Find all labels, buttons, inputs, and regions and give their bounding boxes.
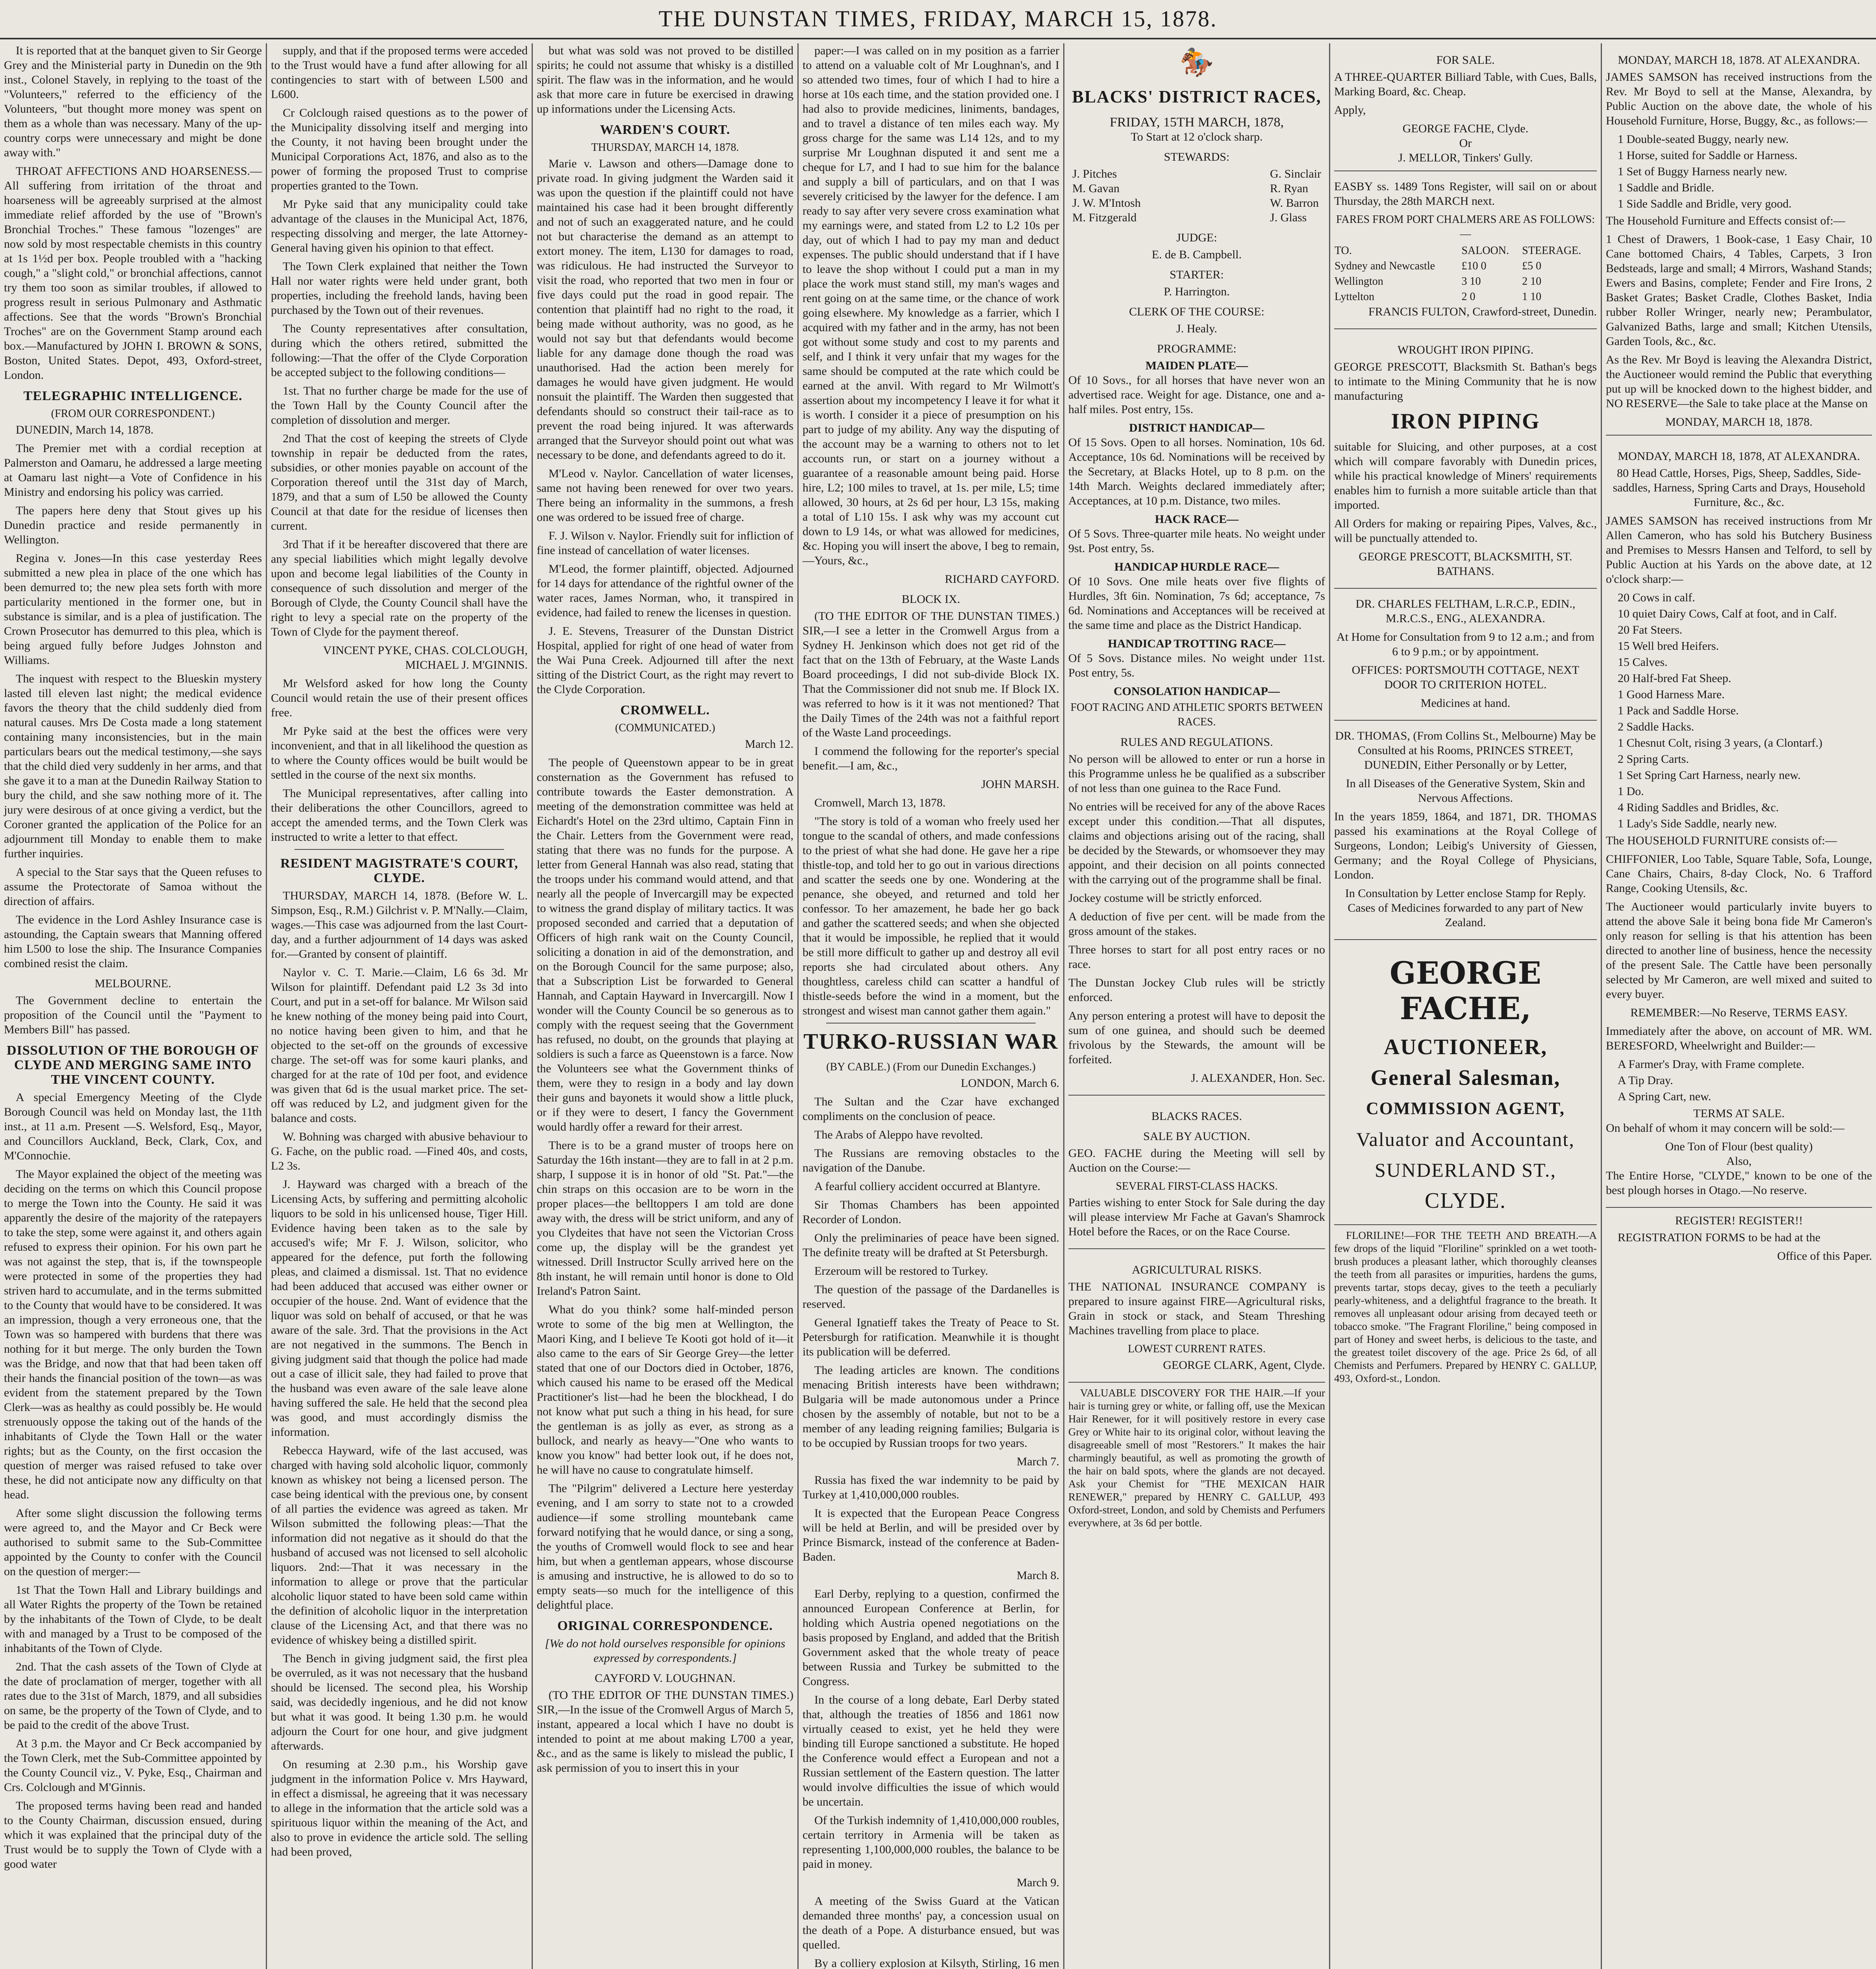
list-item: 2 Spring Carts. <box>1618 753 1689 766</box>
paragraph: The Mayor explained the object of the meeting was deciding on the terms on which this Council propose to merge the Town into the County. He said it was apparently the desire of the majority of the ratepayers to take the step, some were against it, and others again refused to express their opinion. For his own part he was not against the step, that is, if the townspeople were protected in some of the properties they had striven hard to accumulate, and in the terms submitted to the County that would have to be considered. It was an impression, though a very erroneous one, that the Town was so hampered with burdens that there was nothing for it but merge. The only burden the Town was the Bridge, and now that that had been taken off their hands the financial position of the town—as was evident from the statement prepared by the Town Clerk—was as healthy as could possibly be. He would strenuously oppose the taking out of the hands of the inhabitants of Clyde the Town Hall or the water rights; but as the County, on the first occasion the question of merger was raised refused to take over these, he did not anticipate now any difficulty on that head. <box>4 1168 262 1501</box>
starter-heading: STARTER: <box>1170 268 1224 281</box>
table-cell: 1 10 <box>1522 291 1542 303</box>
section-heading: CAYFORD V. LOUGHNAN. <box>595 1672 736 1685</box>
dateline: March 12. <box>745 738 793 751</box>
advert-text: The Entire Horse, "CLYDE," known to be one of the best plough horses in Otago.—No reserve. <box>1606 1169 1872 1197</box>
list-item: 20 Cows in calf. <box>1618 591 1695 604</box>
table-cell: Sydney and Newcastle <box>1335 260 1435 272</box>
advert-text: 80 Head Cattle, Horses, Pigs, Sheep, Saddles, Side-saddles, Harness, Spring Carts and Drays, Household Furniture, &c., &c. <box>1613 467 1865 509</box>
advert-text: REMEMBER:—No Reserve, TERMS EASY. <box>1630 1006 1848 1019</box>
signature: RICHARD CAYFORD. <box>945 573 1059 586</box>
list-item: A Farmer's Dray, with Frame complete. <box>1618 1058 1805 1071</box>
steward: M. Fitzgerald <box>1072 211 1137 224</box>
advert-text: One Ton of Flour (best quality) <box>1665 1140 1813 1153</box>
steward: G. Sinclair <box>1270 167 1321 180</box>
race-details: Of 5 Sovs. Distance miles. No weight under 11st. Post entry, 5s. <box>1068 652 1325 679</box>
auction-advert <box>1068 1099 1325 1249</box>
dateline: March 9. <box>1016 1876 1059 1889</box>
section-heading: TELEGRAPHIC INTELLIGENCE. <box>23 389 243 403</box>
paragraph: There is to be a grand muster of troops here on Saturday the 16th instant—they are to fall in at 2 p.m. sharp, I suppose it is in honor of old "St. Pat."—the chin straps on this occasion are to be worn in the proper places—the belltoppers I am told are done away with, the dress will be strict uniform, and any of you Clydeites that have not seen the Victorian Cross come up, the display will be the grandest yet witnessed. Drill Instructor Scully arrived here on the 8th instant, he will remain until honor is done to Old Ireland's Patron Saint. <box>537 1139 793 1298</box>
advert-text: GEORGE PRESCOTT, Blacksmith St. Bathan's begs to intimate to the Mining Community that he is now manufacturing <box>1334 360 1597 402</box>
advert-date: FRIDAY, 15TH MARCH, 1878, <box>1109 115 1284 130</box>
column-7 <box>1602 43 1876 1969</box>
shipping-advert <box>1334 175 1597 329</box>
column-1 <box>0 43 266 1969</box>
advert-text: THE NATIONAL INSURANCE COMPANY is prepared to insure against FIRE—Agricultural risks, Grain in stock or stack, and Steam Threshing Machines travelling from place to place. <box>1068 1280 1325 1337</box>
advert-text: OFFICES: PORTSMOUTH COTTAGE, NEXT DOOR TO CRITERION HOTEL. <box>1351 664 1579 691</box>
judge: E. de B. Campbell. <box>1151 248 1242 261</box>
divider <box>295 849 504 850</box>
list-item: 1 Side Saddle and Bridle, very good. <box>1618 197 1792 210</box>
advert-start: To Start at 12 o'clock sharp. <box>1131 130 1263 143</box>
advert-text: JAMES SAMSON has received instructions from Mr Allen Cameron, who has sold his Butchery Business and Premises to Messrs Hansen and Telford, to sell by Public Auction at his Yards on the above date, at 12 o'clock sharp:— <box>1606 514 1872 586</box>
paragraph: A special Emergency Meeting of the Clyde Borough Council was held on Monday last, the 11th inst., at 11 a.m. Present —S. Welsford, Esq., Mayor, and Councillors Auckland, Beck, Clark, Cox, and M'Connochie. <box>4 1091 262 1162</box>
table-cell: £10 0 <box>1461 260 1487 272</box>
steward: J. W. M'Intosh <box>1072 197 1141 210</box>
clerk-heading: CLERK OF THE COURSE: <box>1129 305 1264 318</box>
paragraph: The Government decline to entertain the proposition of the Council until the "Payment to Members Bill" has passed. <box>4 994 262 1036</box>
paragraph: Sir Thomas Chambers has been appointed Recorder of London. <box>803 1198 1059 1226</box>
list-item: 1 Saddle and Bridle. <box>1618 181 1714 194</box>
advert-title: FOR SALE. <box>1436 54 1495 67</box>
advert-text: All Orders for making or repairing Pipes, Valves, &c., will be punctually attended to. <box>1334 517 1597 545</box>
paragraph: paper:—I was called on in my position as a farrier to attend on a valuable colt of Mr Loughnan's, and I so attended two times, four of which I had to hire a horse at 10s each time, and the station provided one. I had also to provide medicines, liniments, bandages, and to travel a distance of ten miles each way. My gross charge for the same was L14 12s, and to my surprise Mr Loughnan disputed it and sent me a cheque for L7, and I had to sue him for the balance and supply a bill of particulars, and on that I was severely criticised by the lawyer for the defence. I am ready to say after very severe cross examination what my earnings were, and stated from L2 to L2 10s per day, out of which I had to pay my man and deduct expenses. The public should understand that if I have to leave the shop without I could put a man in my place the work must stand still, my man's wages and rent going on at the same time, or the chance of work going elsewhere. My knowledge as a farrier, which I acquired with my father and in the army, has not been got without some study and cost to my parents and self, and I think it very unfair that my wages for the same should be computed at the rate which could be earned at the anvil. With regard to Mr Wilmott's assertion about my incompetency I leave it for what it is worth. I consider it a piece of presumption on his part to judge of my ability. Any way the disputing of the account may be a warning to others not to let accounts run, or start on a journey without a guarantee of a reasonable amount being paid. Horse hire, L2; 100 miles to travel, at 1s. per mile, L5; time allowed, 30 hours, at 2s 6d per hour, L3 15s, making a total of L10 15s. I ask why was my account cut down to L9 14s, or what was allowed for medicines, &c. Hoping you will insert the above, I beg to remain, —Yours, &c., <box>803 44 1059 567</box>
race-details: Of 5 Sovs. Three-quarter mile heats. No weight under 9st. Post entry, 5s. <box>1068 527 1325 555</box>
steward: W. Barron <box>1270 197 1319 210</box>
advert-line: SUNDERLAND ST., <box>1374 1159 1557 1181</box>
billiard-advert <box>1334 43 1597 171</box>
paragraph: The proposed terms having been read and handed to the County Chairman, discussion ensued, during which it was explained that the principal duty of the Trust would be to supply the Town of Clyde with a good water <box>4 1799 262 1871</box>
rule: No person will be allowed to enter or run a horse in this Programme unless he be qualified as a subscriber of not less than one guinea to the Race Fund. <box>1068 753 1325 795</box>
paragraph: Erzeroum will be restored to Turkey. <box>814 1264 988 1277</box>
table-cell: SALOON. <box>1461 245 1509 257</box>
paragraph: J. Hayward was charged with a breach of the Licensing Acts, by suffering and permitting alcoholic liquors to be sold in his unlicensed house, Tiger Hill. Evidence having been taken as to the sale by accused's wife; Mr F. J. Wilson, solicitor, who appeared for the defence, put forth the following pleas, and claimed a dismissal. 1st. That no evidence had been adduced that accused was either owner or occupier of the house. 2nd. Want of evidence that the liquor was sold on behalf of accused, or that he was aware of the sale. 3rd. That the provisions in the Act are not negatived in the summons. The Bench in giving judgment said that though the police had made out a case of illicit sale, they had failed to prove that the husband was even aware of the sale leave alone having suffered the sale. He held that the second plea was good, and must accordingly dismiss the information. <box>271 1178 528 1439</box>
paragraph: It is reported that at the banquet given to Sir George Grey and the Ministerial party in Dunedin on the 9th inst., Colonel Stavely, in replying to the toast of the "Volunteers," referred to the efficiency of the Volunteers, "but thought more money was spent on them as a whole than was necessary. Many of the up-country corps were unnecessary and might be done away with." <box>4 44 262 159</box>
fares-table <box>1334 243 1597 304</box>
race-details: Of 10 Sovs. One mile heats over five flights of Hurdles, 3ft 6in. Nomination, 7s 6d; acceptance, 7s 6d. Nominations and Acceptances will be received at the same time and place as the District Handicap. <box>1068 575 1325 632</box>
list-item: 20 Fat Steers. <box>1618 623 1683 636</box>
signature: FRANCIS FULTON, Crawford-street, Dunedin. <box>1368 305 1597 318</box>
paragraph: but what was sold was not proved to be distilled spirits; he could not assume that whisky is a distilled spirit. The flaw was in the information, and he would ask that more care in future be exercised in drawing up informations under the Licensing Acts. <box>537 44 793 115</box>
foot-racing: FOOT RACING AND ATHLETIC SPORTS BETWEEN RACES. <box>1070 701 1323 728</box>
advert-text: In all Diseases of the Generative System, Skin and Nervous Affections. <box>1346 777 1585 805</box>
table-cell: Lyttelton <box>1335 291 1375 303</box>
paragraph: Only the preliminaries of peace have been signed. The definite treaty will be drafted at St Petersburgh. <box>803 1231 1059 1259</box>
stewards-heading: STEWARDS: <box>1164 150 1230 163</box>
dateline: March 8. <box>1016 1569 1059 1582</box>
list-item: 10 quiet Dairy Cows, Calf at foot, and in Calf. <box>1618 607 1837 620</box>
paragraph: Mr Welsford asked for how long the County Council would retain the use of their present offices free. <box>271 677 528 719</box>
column-5 <box>1064 43 1329 1969</box>
paragraph: W. Bohning was charged with abusive behaviour to G. Fache, on the public road. —Fined 40s, and costs, L2 3s. <box>271 1130 528 1172</box>
advert-contact: J. MELLOR, Tinkers' Gully. <box>1398 151 1533 164</box>
paragraph: The evidence in the Lord Ashley Insurance case is astounding, the Captain swears that Manning offered him L500 to lose the ship. The Insurance Companies combined resist the claim. <box>4 913 262 970</box>
section-heading: WARDEN'S COURT. <box>600 122 730 137</box>
item-list <box>1618 590 1872 831</box>
paragraph: (TO THE EDITOR OF THE DUNSTAN TIMES.) SIR,—In the issue of the Cromwell Argus of March 5, instant, appeared a local which I have no doubt is intended to point at me about making L700 a year, &c., and as the same is likely to mislead the public, I ask permission of you to insert this in your <box>537 1689 793 1774</box>
section-heading: RESIDENT MAGISTRATE'S COURT, CLYDE. <box>280 856 518 885</box>
section-heading: TURKO-RUSSIAN WAR <box>803 1029 1058 1054</box>
advert-title: MONDAY, MARCH 18, 1878. AT ALEXANDRA. <box>1618 54 1860 67</box>
paragraph: 2nd That the cost of keeping the streets of Clyde township in repair be deducted from the rates, subsidies, or other monies payable on account of the Corporation thereof until the 31st day of March, 1879, and that a sum of L50 be allowed the County Council at that date for the residue of licenses then current. <box>271 432 528 532</box>
paragraph: I commend the following for the reporter's special benefit.—I am, &c., <box>803 745 1059 772</box>
advert-text: suitable for Sluicing, and other purposes, at a cost which will compare favorably with Dunedin prices, while his practical knowledge of Miners' requirements enables him to furnish a more suitable article than that imported. <box>1334 440 1597 512</box>
advert-title: MONDAY, MARCH 18, 1878, AT ALEXANDRA. <box>1618 450 1860 463</box>
doctor-advert <box>1334 725 1597 940</box>
advert-title: DR. CHARLES FELTHAM, L.R.C.P., EDIN., M.R.C.S., ENG., ALEXANDRA. <box>1355 597 1576 625</box>
advert-text: EASBY ss. 1489 Tons Register, will sail on or about Thursday, the 28th MARCH next. <box>1334 180 1597 208</box>
signature: GEORGE PRESCOTT, BLACKSMITH, ST. BATHANS. <box>1359 550 1572 578</box>
section-heading: ORIGINAL CORRESPONDENCE. <box>557 1619 773 1633</box>
paragraph: The "Pilgrim" delivered a Lecture here yesterday evening, and I am sorry to state not to a crowded audience—if some strolling mountebank came forward notifying that he would dance, or sing a song, the youths of Cromwell would flock to see and hear him, but when a gentleman appears, whose discourse is amusing and instructive, he is allowed to do so to empty seats—so much for the intelligence of this delightful place. <box>537 1482 793 1611</box>
column-2 <box>267 43 532 1969</box>
paragraph: (TO THE EDITOR OF THE DUNSTAN TIMES.) SIR,—I see a letter in the Cromwell Argus from a Sydney H. Jenkinson which does not get rid of the fact that on the 13th of February, at the Waste Lands Board proceedings, I did not sub-divide Block IX. That the Commissioner did not snub me. If Block IX. was referred to how is it it was not mentioned? That the Daily Times of the 24th was not a faithful report of the Waste Land proceedings. <box>803 610 1059 739</box>
paragraph: Mr Pyke said that any municipality could take advantage of the clauses in the Municipal Act, 1876, respecting dissolving and merger, the late Attorney-General having given his opinion to that effect. <box>271 198 528 254</box>
list-item: 1 Double-seated Buggy, nearly new. <box>1618 133 1789 146</box>
advert-text: At Home for Consultation from 9 to 12 a.m.; and from 6 to 9 p.m.; or by appointment. <box>1337 630 1594 658</box>
list-item: A Spring Cart, new. <box>1618 1090 1711 1103</box>
steward: R. Ryan <box>1270 182 1309 195</box>
paragraph: 1st That the Town Hall and Library buildings and all Water Rights the property of the Town be retained by the inhabitants of the Town of Clyde, to be dealt with and managed by a Trust to be composed of the inhabitants of the Town of Clyde. <box>4 1583 262 1655</box>
auctioneer-advert <box>1334 944 1597 1225</box>
paragraph: It is expected that the European Peace Congress will be held at Berlin, and will be presided over by Prince Bismarck, instead of the conference at Baden-Baden. <box>803 1507 1059 1563</box>
paragraph: 1st. That no further charge be made for the use of the Town Hall by the County Council after the completion of dissolution and merger. <box>271 384 528 426</box>
paragraph: In the course of a long debate, Earl Derby stated that, although the treaties of 1856 and 1861 now virtually ceased to exist, yet he held they were binding till Europe sanctioned a substitute. He hoped the Conference would effect a European and not a Russian settlement of the Eastern question. The latter would involve difficulties the issue of which would be uncertain. <box>803 1693 1059 1808</box>
paragraph: THROAT AFFECTIONS AND HOARSENESS.—All suffering from irritation of the throat and hoarseness will be agreeably surprised at the almost immediate relief afforded by the use of "Brown's Bronchial Troches." These famous "lozenges" are now sold by most respectable chemists in this country at 1s 1½d per box. People troubled with a "hacking cough," a "slight cold," or bronchial affections, cannot try them too soon as similar troubles, if allowed to progress result in serious Pulmonary and Asthmatic affections. See that the words "Brown's Bronchial Troches" are on the Government Stamp around each box.—Manufactured by JOHN I. BROWN & SONS, Boston, United States. Depot, 493, Oxford-street, London. <box>4 165 262 382</box>
paragraph: A special to the Star says that the Queen refuses to assume the Protectorate of Samoa without the direction of affairs. <box>4 866 262 908</box>
steward: J. Pitches <box>1072 167 1117 180</box>
paragraph: J. E. Stevens, Treasurer of the Dunstan District Hospital, applied for right of one head of water from the Wai Puna Creek. Adjourned till after the next sitting of the District Court, as the right may revert to the Clyde Corporation. <box>537 625 793 696</box>
section-heading: DISSOLUTION OF THE BOROUGH OF CLYDE AND MERGING SAME INTO THE VINCENT COUNTY. <box>6 1043 260 1087</box>
paragraph: The Premier met with a cordial reception at Palmerston and Oamaru, he addressed a large meeting at Oamaru last night—a Vote of Confidence in his Ministry and endorsing his policy was carried. <box>4 442 262 499</box>
paragraph: M'Leod v. Naylor. Cancellation of water licenses, same not having been renewed for over two years. There being an informality in the summons, a fresh one was ordered to be issued free of charge. <box>537 467 793 524</box>
list-item: 1 Do. <box>1618 785 1644 798</box>
paragraph: The papers here deny that Stout gives up his Dunedin practice and reside permanently in Wellington. <box>4 504 262 546</box>
dateline: THURSDAY, MARCH 14, 1878. <box>591 141 739 154</box>
paragraph: supply, and that if the proposed terms were acceded to the Trust would have a fund after allowing for all contingencies to start with of between L500 and L600. <box>271 44 528 101</box>
signature: JOHN MARSH. <box>981 778 1059 791</box>
race-title: HANDICAP HURDLE RACE— <box>1114 560 1279 573</box>
advert-text: Or <box>1459 137 1472 150</box>
advert-contact: GEORGE FACHE, Clyde. <box>1402 122 1529 135</box>
list-item: 1 Chesnut Colt, rising 3 years, (a Clontarf.) <box>1618 736 1822 749</box>
dateline: March 7. <box>1016 1455 1059 1468</box>
paragraph: By a colliery explosion at Kilsyth, Stirling, 16 men <box>814 1957 1059 1969</box>
race-title: DISTRICT HANDICAP— <box>1129 421 1264 434</box>
rule: Any person entering a protest will have to deposit the sum of one guinea, and should such be deemed frivolous by the Stewards, the amount will be forfeited. <box>1068 1009 1325 1066</box>
advert-text: The HOUSEHOLD FURNITURE consists of:— <box>1606 834 1837 847</box>
race-details: Of 15 Sovs. Open to all horses. Nomination, 10s 6d. Acceptance, 10s 6d. Nominations will be received by the Secretary, at Blacks Hotel, up to 8 p.m. on the 14th March. Weights declared immediately after; Acceptances, at 10 p.m. Distance, two miles. <box>1068 436 1325 507</box>
list-item: 15 Well bred Heifers. <box>1618 640 1719 653</box>
signature: J. ALEXANDER, Hon. Sec. <box>1191 1072 1325 1085</box>
paragraph: Mr Pyke said at the best the offices were very inconvenient, and that in all likelihood the question as to where the County offices would be built would be settled in the course of the next six months. <box>271 725 528 781</box>
list-item: 2 Saddle Hacks. <box>1618 720 1694 733</box>
advert-text: JAMES SAMSON has received instructions from the Rev. Mr Boyd to sell at the Manse, Alexandra, by Public Auction on the above date, the whole of his Household Furniture, Horse, Buggy, &c., as follows:— <box>1606 70 1872 127</box>
paragraph: 3rd That if it be hereafter discovered that there are any special liabilities which might legally devolve upon and become legal liabilities of the County in consequence of such dissolution and merger of the Borough of Clyde, the County Council shall have the right to levy a special rate on the property of the Town of Clyde for the payment thereof. <box>271 538 528 638</box>
judge-heading: JUDGE: <box>1176 231 1217 244</box>
fares-heading: FARES FROM PORT CHALMERS ARE AS FOLLOWS:— <box>1336 213 1595 240</box>
table-cell: £5 0 <box>1522 260 1542 272</box>
advert-text: A THREE-QUARTER Billiard Table, with Cues, Balls, Marking Board, &c. Cheap. <box>1334 70 1597 98</box>
paragraph: The inquest with respect to the Blueskin mystery lasted till eleven last night; the medical evidence favors the theory that the child suddenly died from natural causes. Mrs De Costa made a long statement containing many inconsistencies, but in the main particulars bears out the medical testimony,—she says that the child died very suddenly in her arms, and that she gave it to a man at the Dunedin Railway Station to bury the child, and she saw nothing more of it. The jury were desirous of at once giving a verdict, but the Coroner granted the application of the Police for an adjournment till Monday to enable them to make further inquiries. <box>4 672 262 860</box>
disclaimer: [We do not hold ourselves responsible for opinions expressed by correspondents.] <box>545 1637 786 1665</box>
advert-text: As the Rev. Mr Boyd is leaving the Alexandra District, the Auctioneer would remind the Public that everything put up will be knocked down to the highest bidder, and NO RESERVE—the Sale to take place at the Manse on <box>1606 353 1872 410</box>
paragraph: "The story is told of a woman who freely used her tongue to the scandal of others, and made confessions to the priest of what she had done. He gave her a ripe thistle-top, and told her to go out in various directions and scatter the seeds one by one. Wondering at the penance, she obeyed, and returned and told her confessor. To her amazement, he bade her go back and gather the scattered seeds; and when she objected that it would be impossible, he replied that it would be still more difficult to gather up and destroy all evil reports she had circulated about others. Any thoughtless, careless child can scatter a handful of thistle-seeds before the wind in a moment, but the strongest and wisest man cannot gather them again." <box>803 815 1059 1017</box>
paragraph: The Town Clerk explained that neither the Town Hall nor water rights were held under grant, both properties, including the freehold lands, having been purchased by the Town out of their revenues. <box>271 260 528 317</box>
paragraph: The Arabs of Aleppo have revolted. <box>814 1128 983 1141</box>
advert-text: Medicines at hand. <box>1420 697 1511 710</box>
advert-line: General Salesman, <box>1370 1066 1561 1090</box>
rule: Three horses to start for all post entry races or no race. <box>1068 943 1325 971</box>
hair-advert: VALUABLE DISCOVERY FOR THE HAIR.—If your hair is turning grey or white, or falling off, use the Mexican Hair Renewer, for it will positively restore in every case Grey or White hair to its original color, without leaving the disagreeable smell of most "Restorers." It makes the hair charmingly beautiful, as well as promoting the growth of the hair on bald spots, where the glands are not decayed. Ask your Chemist for "THE MEXICAN HAIR RENEWER," prepared by HENRY C. GALLUP, 493 Oxford-street, London, and sold by Chemists and Perfumers everywhere, at 3s 6d per bottle. <box>1068 1387 1325 1529</box>
advert-line: COMMISSION AGENT, <box>1366 1099 1565 1118</box>
steward: J. Glass <box>1270 211 1307 224</box>
list-item: A Tip Dray. <box>1618 1074 1673 1087</box>
paragraph: Rebecca Hayward, wife of the last accused, was charged with having sold alcoholic liquor, commonly known as whiskey not being a licensed person. The case being identical with the previous one, by consent of all parties the evidence was agreed as taken. Mr Wilson submitted the following pleas:—That the information did not negative as it should do that the husband of accused was not licensed to sell alcoholic liquors. 2nd:—That it was necessary in the information to allege or prove that the particular alcoholic liquor stated to have been sold came within the definition of alcoholic liquor in the interpretation clause of the Licensing Act, and that there was no evidence of whiskey being a distilled spirit. <box>271 1444 528 1646</box>
insurance-advert <box>1068 1253 1325 1383</box>
advert-line: CLYDE. <box>1424 1188 1507 1213</box>
list-item: 1 Horse, suited for Saddle or Harness. <box>1618 149 1798 162</box>
masthead: THE DUNSTAN TIMES, FRIDAY, MARCH 15, 1878. <box>0 0 1876 39</box>
rule: The Dunstan Jockey Club rules will be strictly enforced. <box>1068 976 1325 1004</box>
advert-text: Parties wishing to enter Stock for Sale during the day will please interview Mr Fache at Gavan's Shamrock Hotel before the Races, or on the Race Course. <box>1068 1196 1325 1238</box>
advert-text: The Auctioneer would particularly invite buyers to attend the above Sale it being bona fide Mr Cameron's only reason for selling is that his attention has been directed to another line of business, hence the necessity of the present Sale. The Cattle have been personally selected by Mr Cameron, are well mixed and suited to every buyer. <box>1606 900 1872 1001</box>
table-cell: Wellington <box>1335 275 1383 287</box>
race-advert <box>1068 43 1325 1096</box>
race-details: Of 10 Sovs., for all horses that have never won an advertised race. Weight for age. Distance, one and a-half miles. Post entry, 15s. <box>1068 374 1325 416</box>
advert-text: Office of this Paper. <box>1777 1250 1872 1263</box>
rules-heading: RULES AND REGULATIONS. <box>1120 736 1273 749</box>
column-6 <box>1330 43 1601 1969</box>
subheading: (BY CABLE.) (From our Dunedin Exchanges.) <box>826 1061 1036 1073</box>
paragraph: What do you think? some half-minded person wrote to some of the big men at Wellington, the Maori King, and I believe Te Kooti got hold of it—it also came to the ears of Sir George Grey—the letter stated that one of our Doctors died in October, 1876, which caused his name to be erased off the Medical Practitioner's list—had he been the blockhead, I do not know what put such a thing in his head, for sure the gentleman is as jolly as ever, as strong as a bullock, and nearly as heavy—"One who wants to know you know" had better look out, if he does not, he will have no cause to congratulate himself. <box>537 1303 793 1476</box>
advert-text: SEVERAL FIRST-CLASS HACKS. <box>1116 1180 1278 1192</box>
paragraph: General Ignatieff takes the Treaty of Peace to St. Petersburgh for ratification. Meanwhile it is thought its publication will be deferred. <box>803 1316 1059 1358</box>
advert-banner: IRON PIPING <box>1391 409 1540 434</box>
advert-title: BLACKS RACES. <box>1151 1110 1242 1123</box>
list-item: 4 Riding Saddles and Bridles, &c. <box>1618 801 1779 814</box>
advert-text: On behalf of whom it may concern will be sold:— <box>1606 1122 1844 1135</box>
rule: Jockey costume will be strictly enforced. <box>1068 892 1262 905</box>
paragraph: 2nd. That the cash assets of the Town of Clyde at the date of proclamation of merger, together with all rates due to the 31st of March, 1879, and all subsidies on same, be the property of the Town of Clyde, and to be paid to the credit of the above Trust. <box>4 1660 262 1732</box>
list-item: 1 Set Spring Cart Harness, nearly new. <box>1618 769 1801 782</box>
paragraph: Earl Derby, replying to a question, confirmed the announced European Conference at Berlin, for holding which Austria opened negotiations on the basis proposed by England, and added that the British Government asked that the whole treaty of peace between Russia and Turkey be submitted to the Congress. <box>803 1587 1059 1688</box>
doctor-advert <box>1334 593 1597 721</box>
column-4 <box>799 43 1063 1969</box>
race-title: MAIDEN PLATE— <box>1145 359 1248 372</box>
table-cell: 3 10 <box>1461 275 1481 287</box>
paragraph: Cr Colclough raised questions as to the power of the Municipality dissolving itself and merging into the County, it not having been brought under the Municipal Corporations Act, 1876, and also as to the power of forming the proposed Trust to comprise properties granted to the Town. <box>271 106 528 192</box>
floriline-advert: FLORILINE!—FOR THE TEETH AND BREATH.—A few drops of the liquid "Floriline" sprinkled on a wet tooth-brush produces a pleasant lather, which thoroughly cleanses the teeth from all parasites or impurities, hardens the gums, prevents tartar, stops decay, gives to the teeth a peculiarly pearly-whiteness, and a delightful fragrance to the breath. It removes all unpleasant odour arising from decayed teeth or tobacco smoke. "The Fragrant Floriline," being composed in part of Honey and sweet herbs, is delicious to the taste, and the greatest toilet discovery of the age. Price 2s 6d, of all Chemists and Perfumers. Prepared by HENRY C. GALLUP, 493, Oxford-st., London. <box>1334 1229 1597 1384</box>
table-cell: 2 0 <box>1461 291 1476 303</box>
list-item: 20 Half-bred Fat Sheep. <box>1618 672 1731 685</box>
advert-line: Valuator and Accountant, <box>1356 1128 1575 1150</box>
piping-advert <box>1334 333 1597 589</box>
paragraph: THURSDAY, MARCH 14, 1878. (Before W. L. Simpson, Esq., R.M.) Gilchrist v. P. M'Nally.—Claim, wages.—This case was adjourned from the last Court-day, and a further adjournment of 14 days was asked for.—Granted by consent of plaintiff. <box>271 889 528 960</box>
paragraph: Regina v. Jones—In this case yesterday Rees submitted a new plea in place of the one which has been demurred to; the new plea sets forth with more particularity mentioned in the former one, but in substance is similar, and is a plea of justification. The Crown Prosecutor has demurred to this plea, which is being argued fully before Judges Johnston and Williams. <box>4 552 262 667</box>
section-heading: MELBOURNE. <box>95 977 171 990</box>
advert-text: In Consultation by Letter enclose Stamp for Reply. Cases of Medicines forwarded to any part of New Zealand. <box>1345 887 1586 929</box>
paragraph: F. J. Wilson v. Naylor. Friendly suit for infliction of fine instead of cancellation of water licenses. <box>537 529 793 557</box>
advert-text: TERMS AT SALE. <box>1693 1107 1785 1120</box>
dateline: DUNEDIN, March 14, 1878. <box>16 423 154 436</box>
advert-title: DR. THOMAS, (From Collins St., Melbourne) May be Consulted at his Rooms, PRINCES STREET, DUNEDIN, Either Personally or by Letter, <box>1335 729 1596 771</box>
section-heading: CROMWELL. <box>620 703 710 718</box>
paragraph: On resuming at 2.30 p.m., his Worship gave judgment in the information Police v. Mrs Hayward, in effect a dismissal, he agreeing that it was necessary to allege in the information that the article sold was a spirituous liquor within the meaning of the Act, and also to prove in evidence the article sold. The selling had been proved, <box>271 1758 528 1858</box>
race-title: HACK RACE— <box>1155 513 1239 526</box>
paragraph: The people of Queenstown appear to be in great consternation as the Government has refused to contribute towards the Easter demonstration. A meeting of the demonstration committee was held at Eichardt's Hotel on the 23rd ultimo, Captain Finn in the Chair. Letters from the Government were read, stating that there was no funds for the purpose. A letter from General Hannah was also read, stating that the troops under his command would attend, and that nearly all the people of Invercargill may be expected to witness the grand display of military tactics. It was proposed seconded and carried that a deputation of Officers of high rank wait on the County Council, soliciting a donation in aid of the demonstration, and on the Borough Council for the same purpose; also, that a Subscription List be forwarded to General Hannah, and Captain Hayward in Invercargill. Now I wonder will the County Council be so generous as to comply with the request seeing that the Government has refused, no doubt, on the grounds that playing at soldiers is such a farce as Queenstown is a farce. Now the Volunteers see what the Government thinks of them, were they to resign in a body and lay down their guns and bayonets it would show a little pluck, or if they were to desert, I fancy the Government would hardly offer a reward for their arrest. <box>537 756 793 1133</box>
clerk: J. Healy. <box>1176 322 1217 335</box>
advert-text: The Household Furniture and Effects consist of:— <box>1606 214 1845 227</box>
list-item: 1 Good Harness Mare. <box>1618 688 1725 701</box>
paragraph: Russia has fixed the war indemnity to be paid by Turkey at 1,410,000,000 roubles. <box>803 1474 1059 1501</box>
rule: No entries will be received for any of the above Races except under this condition.—That all disputes, claims and objections arising out of the racing, shall be decided by the Stewards, or whomsoever they may appoint, and their decision on all points connected with the carrying out of the programme shall be final. <box>1068 800 1325 886</box>
advert-title: BLACKS' DISTRICT RACES, <box>1072 87 1322 106</box>
advert-name: GEORGE FACHE, <box>1390 955 1541 1027</box>
list-item: 1 Set of Buggy Harness nearly new. <box>1618 165 1787 178</box>
paragraph: After some slight discussion the following terms were agreed to, and the Mayor and Cr Beck were authorised to submit same to the Sub-Committee appointed by the County to confer with the Council on the question of merger:— <box>4 1507 262 1578</box>
item-list <box>1618 1057 1872 1104</box>
advert-line: AUCTIONEER, <box>1383 1035 1548 1059</box>
advert-text: 1 Chest of Drawers, 1 Book-case, 1 Easy Chair, 10 Cane bottomed Chairs, 4 Tables, Carpets, 3 Iron Bedsteads, large and small; 4 Mirrors, Washand Stands; Ewers and Basins, complete; Fender and Fire Irons, 2 Basket Grates; Basket Cradle, Clothes Basket, India rubber Roller Wringer, nearly new; Perambulator, Galvanized Baths, large and small; Kitchen Utensils, Garden Tools, &c., &c. <box>1606 233 1872 348</box>
advert-subtitle: SALE BY AUCTION. <box>1143 1130 1250 1143</box>
race-title: HANDICAP TROTTING RACE— <box>1108 637 1286 650</box>
paragraph: The leading articles are known. The conditions menacing British interests have been withdrawn; Bulgaria will be made autonomous under a Prince chosen by the assembly of notable, but not to be a member of any leading reigning families; Bulgaria is to be occupied by Russian troops for two years. <box>803 1364 1059 1450</box>
auction-advert <box>1606 439 1872 1208</box>
paragraph: A meeting of the Swiss Guard at the Vatican demanded three months' pay, a concession usual on the death of a Pope. A disturbance ensued, but was quelled. <box>803 1895 1059 1951</box>
advert-text: REGISTRATION FORMS to be had at the <box>1618 1231 1820 1244</box>
subheading: (COMMUNICATED.) <box>615 722 716 734</box>
paragraph: M'Leod, the former plaintiff, objected. Adjourned for 14 days for attendance of the rightful owner of the water races, James Norman, who, it transpired in evidence, had failed to renew the licenses in question. <box>537 562 793 619</box>
auction-advert <box>1606 43 1872 436</box>
list-item: 15 Calves. <box>1618 656 1668 669</box>
paragraph: Of the Turkish indemnity of 1,410,000,000 roubles, certain territory in Armenia will be taken as representing 1,100,000,000 roubles, the balance to be paid in money. <box>803 1814 1059 1871</box>
table-cell: TO. <box>1335 245 1352 257</box>
advert-text: GEO. FACHE during the Meeting will sell by Auction on the Course:— <box>1068 1147 1325 1174</box>
stewards-list <box>1068 167 1325 225</box>
register-advert <box>1606 1213 1872 1263</box>
advert-title: AGRICULTURAL RISKS. <box>1132 1263 1262 1276</box>
advert-text: Immediately after the above, on account of MR. WM. BERESFORD, Wheelwright and Builder:— <box>1606 1025 1872 1052</box>
advert-title: WROUGHT IRON PIPING. <box>1397 343 1534 356</box>
steward: M. Gavan <box>1072 182 1120 195</box>
racehorse-icon: 🏇 <box>1179 48 1214 78</box>
signature: VINCENT PYKE, CHAS. COLCLOUGH, MICHAEL J. M'GINNIS. <box>323 644 528 671</box>
advert-text: In the years 1859, 1864, and 1871, DR. THOMAS passed his examinations at the Royal College of Surgeons, London; Leibig's University of Giessen, Germany; and the Royal College of Physicians, London. <box>1334 810 1597 881</box>
list-item: 1 Pack and Saddle Horse. <box>1618 704 1739 717</box>
paragraph: Naylor v. C. T. Marie.—Claim, L6 6s 3d. Mr Wilson for plaintiff. Defendant paid L2 3s 3d into Court, and put in a set-off for balance. Mr Wilson said he knew nothing of the money being paid into Court, no notice having been given to him, and that he objected to the set-off on the grounds of excessive charge. The set-off was for some kauri planks, and charged for at the rate of 10d per foot, and evidence was given that 6d is the usual market price. The set-off was reduced by L2, and judgment given for the balance and costs. <box>271 966 528 1125</box>
advert-date: MONDAY, MARCH 18, 1878. <box>1665 415 1813 428</box>
table-cell: STEERAGE. <box>1522 245 1581 257</box>
programme-heading: PROGRAMME: <box>1157 342 1236 355</box>
paragraph: At 3 p.m. the Mayor and Cr Beck accompanied by the Town Clerk, met the Sub-Committee appointed by the County Council viz., V. Pyke, Esq., Chairman and Crs. Colclough and M'Ginnis. <box>4 1737 262 1794</box>
advert-text: LOWEST CURRENT RATES. <box>1128 1343 1266 1355</box>
dateline: LONDON, March 6. <box>961 1077 1059 1090</box>
table-cell: 2 10 <box>1522 275 1542 287</box>
paragraph: The County representatives after consultation, during which the others retired, submitted the following:—That the offer of the Clyde Corporation be accepted subject to the following conditions— <box>271 322 528 379</box>
race-title: CONSOLATION HANDICAP— <box>1114 685 1280 698</box>
paragraph: Cromwell, March 13, 1878. <box>814 796 946 809</box>
paragraph: The Sultan and the Czar have exchanged compliments on the conclusion of peace. <box>803 1095 1059 1123</box>
paragraph: The question of the passage of the Dardanelles is reserved. <box>803 1283 1059 1311</box>
starter: P. Harrington. <box>1164 285 1230 298</box>
advert-text: CHIFFONIER, Loo Table, Square Table, Sofa, Lounge, Cane Chairs, Chairs, 8-day Clock, No. 6 Trafford Range, Cooking Utensils, &c. <box>1606 853 1872 895</box>
subheading: (FROM OUR CORRESPONDENT.) <box>51 408 215 420</box>
list-item: 1 Lady's Side Saddle, nearly new. <box>1618 817 1777 830</box>
advert-title: REGISTER! REGISTER!! <box>1675 1214 1803 1227</box>
signature: GEORGE CLARK, Agent, Clyde. <box>1163 1359 1325 1372</box>
advert-text: Apply, <box>1334 104 1366 117</box>
paragraph: A fearful colliery accident occurred at Blantyre. <box>814 1180 1040 1193</box>
column-3 <box>533 43 797 1969</box>
rule: A deduction of five per cent. will be made from the gross amount of the stakes. <box>1068 910 1325 938</box>
paragraph: The Russians are removing obstacles to the navigation of the Danube. <box>803 1147 1059 1174</box>
paragraph: The Bench in giving judgment said, the first plea be overruled, as it was not necessary that the husband should be licensed. The second plea, his Worship said, was decidedly ingenious, and he did not know but what it was good. It being 1.30 p.m. he would adjourn the Court for one hour, and give judgment afterwards. <box>271 1652 528 1752</box>
advert-text: Also, <box>1726 1155 1752 1168</box>
paragraph: The Municipal representatives, after calling into their deliberations the other Councillors, agreed to accept the amended terms, and the Town Clerk was instructed to write a letter to that effect. <box>271 787 528 844</box>
paragraph: Marie v. Lawson and others—Damage done to private road. In giving judgment the Warden said it was upon the question if the plaintiff could not have maintained his case had it been brought differently and not of such an exaggerated nature, and he could not but characterise the demand as an attempt to extort money. The item, L130 for damages to road, was ridiculous. He had instructed the Surveyor to visit the road, who reported that two men in four or five days could put the road in good repair. The contention that plaintiff had no right to the road, it being made without authority, was no good, as he would not say but that defendants would become liable for any damage done though the road was unauthorised. Had the action been merely for damages he would have given judgment. He would nonsuit the plaintiff. The Warden then suggested that defendants should so construct their tail-race as to prevent the road being injured. It was afterwards arranged that the Surveyor should point out what was necessary to be done, and defendants agreed to do it. <box>537 157 793 462</box>
item-list <box>1618 132 1872 211</box>
section-heading: BLOCK IX. <box>901 593 960 606</box>
